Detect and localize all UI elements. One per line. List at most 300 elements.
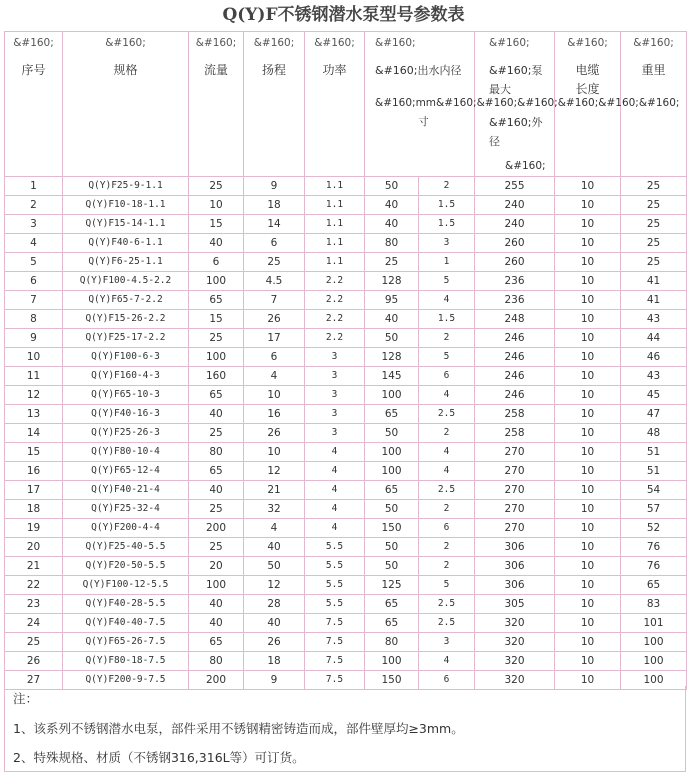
cell-pump-outer-diameter: 270 bbox=[475, 481, 555, 500]
cell-pump-outer-diameter: 246 bbox=[475, 329, 555, 348]
cell-pump-outer-diameter: 305 bbox=[475, 595, 555, 614]
cell-flow: 20 bbox=[189, 557, 244, 576]
table-row bbox=[5, 310, 687, 329]
cell-model: Q(Y)F40-16-3 bbox=[63, 405, 189, 424]
table-row bbox=[5, 234, 687, 253]
cell-outlet-mm: 40 bbox=[365, 196, 419, 215]
header-cable-length: &#160; 电缆长度 bbox=[555, 32, 621, 177]
cell-pump-outer-diameter: 246 bbox=[475, 386, 555, 405]
cell-head: 12 bbox=[244, 462, 305, 481]
cell-head: 14 bbox=[244, 215, 305, 234]
cell-index: 22 bbox=[5, 576, 63, 595]
cell-power: 7.5 bbox=[305, 671, 365, 690]
cell-flow: 200 bbox=[189, 671, 244, 690]
cell-weight: 100 bbox=[621, 633, 687, 652]
cell-head: 10 bbox=[244, 386, 305, 405]
cell-outlet-inch: 4 bbox=[419, 462, 475, 481]
cell-pump-outer-diameter: 255 bbox=[475, 177, 555, 196]
table-row bbox=[5, 215, 687, 234]
cell-index: 19 bbox=[5, 519, 63, 538]
cell-outlet-mm: 65 bbox=[365, 614, 419, 633]
cell-outlet-inch: 4 bbox=[419, 386, 475, 405]
cell-pump-outer-diameter: 236 bbox=[475, 272, 555, 291]
cell-outlet-inch: 6 bbox=[419, 519, 475, 538]
cell-cable-length: 10 bbox=[555, 443, 621, 462]
cell-index: 17 bbox=[5, 481, 63, 500]
table-row bbox=[5, 348, 687, 367]
cell-model: Q(Y)F80-18-7.5 bbox=[63, 652, 189, 671]
notes-label: 注： bbox=[13, 691, 39, 706]
cell-outlet-inch: 6 bbox=[419, 671, 475, 690]
cell-outlet-inch: 3 bbox=[419, 234, 475, 253]
cell-index: 8 bbox=[5, 310, 63, 329]
cell-cable-length: 10 bbox=[555, 538, 621, 557]
cell-head: 40 bbox=[244, 614, 305, 633]
cell-outlet-inch: 5 bbox=[419, 272, 475, 291]
cell-flow: 100 bbox=[189, 348, 244, 367]
cell-outlet-inch: 2 bbox=[419, 424, 475, 443]
cell-index: 9 bbox=[5, 329, 63, 348]
cell-weight: 54 bbox=[621, 481, 687, 500]
cell-flow: 40 bbox=[189, 405, 244, 424]
table-row bbox=[5, 291, 687, 310]
cell-power: 2.2 bbox=[305, 291, 365, 310]
cell-flow: 25 bbox=[189, 424, 244, 443]
cell-model: Q(Y)F200-4-4 bbox=[63, 519, 189, 538]
cell-index: 26 bbox=[5, 652, 63, 671]
table-row bbox=[5, 614, 687, 633]
cell-head: 6 bbox=[244, 348, 305, 367]
cell-outlet-inch: 3 bbox=[419, 633, 475, 652]
cell-weight: 25 bbox=[621, 234, 687, 253]
header-row bbox=[5, 32, 687, 177]
cell-outlet-inch: 5 bbox=[419, 576, 475, 595]
cell-weight: 47 bbox=[621, 405, 687, 424]
cell-weight: 25 bbox=[621, 196, 687, 215]
cell-head: 21 bbox=[244, 481, 305, 500]
cell-outlet-inch: 2.5 bbox=[419, 595, 475, 614]
cell-index: 14 bbox=[5, 424, 63, 443]
cell-weight: 83 bbox=[621, 595, 687, 614]
cell-outlet-mm: 150 bbox=[365, 671, 419, 690]
cell-head: 50 bbox=[244, 557, 305, 576]
cell-outlet-mm: 50 bbox=[365, 329, 419, 348]
cell-model: Q(Y)F40-6-1.1 bbox=[63, 234, 189, 253]
table-row bbox=[5, 272, 687, 291]
cell-flow: 10 bbox=[189, 196, 244, 215]
cell-power: 5.5 bbox=[305, 595, 365, 614]
cell-flow: 65 bbox=[189, 462, 244, 481]
cell-outlet-mm: 50 bbox=[365, 500, 419, 519]
note-2: 2、特殊规格、材质（不锈钢316,316L等）可订货。 bbox=[13, 750, 305, 765]
header-weight: &#160; 重里 bbox=[621, 32, 687, 177]
cell-flow: 15 bbox=[189, 310, 244, 329]
cell-head: 6 bbox=[244, 234, 305, 253]
cell-pump-outer-diameter: 270 bbox=[475, 462, 555, 481]
cell-head: 7 bbox=[244, 291, 305, 310]
header-power: &#160; 功率 bbox=[305, 32, 365, 177]
cell-head: 9 bbox=[244, 671, 305, 690]
cell-outlet-inch: 6 bbox=[419, 367, 475, 386]
cell-index: 24 bbox=[5, 614, 63, 633]
cell-flow: 25 bbox=[189, 500, 244, 519]
cell-pump-outer-diameter: 246 bbox=[475, 367, 555, 386]
cell-flow: 40 bbox=[189, 234, 244, 253]
cell-head: 32 bbox=[244, 500, 305, 519]
cell-index: 10 bbox=[5, 348, 63, 367]
cell-pump-outer-diameter: 320 bbox=[475, 614, 555, 633]
cell-index: 13 bbox=[5, 405, 63, 424]
cell-flow: 25 bbox=[189, 329, 244, 348]
cell-outlet-inch: 5 bbox=[419, 348, 475, 367]
cell-outlet-mm: 128 bbox=[365, 272, 419, 291]
cell-cable-length: 10 bbox=[555, 196, 621, 215]
cell-pump-outer-diameter: 306 bbox=[475, 538, 555, 557]
header-outlet-diameter: &#160; &#160;出水内径 &#160;mm&#160;&#160;&#160;&#160;&#160;&#160;寸 bbox=[365, 32, 475, 177]
cell-weight: 52 bbox=[621, 519, 687, 538]
cell-outlet-mm: 100 bbox=[365, 443, 419, 462]
cell-head: 4 bbox=[244, 519, 305, 538]
cell-index: 12 bbox=[5, 386, 63, 405]
cell-power: 3 bbox=[305, 405, 365, 424]
cell-cable-length: 10 bbox=[555, 367, 621, 386]
cell-weight: 43 bbox=[621, 310, 687, 329]
cell-pump-outer-diameter: 270 bbox=[475, 500, 555, 519]
cell-model: Q(Y)F20-50-5.5 bbox=[63, 557, 189, 576]
cell-weight: 100 bbox=[621, 652, 687, 671]
cell-flow: 40 bbox=[189, 481, 244, 500]
cell-power: 3 bbox=[305, 367, 365, 386]
table-row bbox=[5, 196, 687, 215]
cell-outlet-mm: 50 bbox=[365, 538, 419, 557]
cell-outlet-inch: 2.5 bbox=[419, 481, 475, 500]
cell-flow: 160 bbox=[189, 367, 244, 386]
cell-outlet-mm: 145 bbox=[365, 367, 419, 386]
cell-power: 1.1 bbox=[305, 234, 365, 253]
cell-index: 18 bbox=[5, 500, 63, 519]
table-row bbox=[5, 557, 687, 576]
cell-cable-length: 10 bbox=[555, 177, 621, 196]
cell-outlet-mm: 150 bbox=[365, 519, 419, 538]
cell-pump-outer-diameter: 240 bbox=[475, 215, 555, 234]
cell-weight: 57 bbox=[621, 500, 687, 519]
cell-model: Q(Y)F65-12-4 bbox=[63, 462, 189, 481]
cell-flow: 100 bbox=[189, 272, 244, 291]
cell-outlet-inch: 2 bbox=[419, 177, 475, 196]
cell-index: 21 bbox=[5, 557, 63, 576]
cell-power: 4 bbox=[305, 443, 365, 462]
cell-model: Q(Y)F15-14-1.1 bbox=[63, 215, 189, 234]
cell-weight: 44 bbox=[621, 329, 687, 348]
cell-pump-outer-diameter: 260 bbox=[475, 234, 555, 253]
cell-outlet-mm: 40 bbox=[365, 215, 419, 234]
cell-index: 15 bbox=[5, 443, 63, 462]
cell-pump-outer-diameter: 246 bbox=[475, 348, 555, 367]
cell-flow: 200 bbox=[189, 519, 244, 538]
cell-weight: 43 bbox=[621, 367, 687, 386]
cell-cable-length: 10 bbox=[555, 481, 621, 500]
cell-outlet-mm: 100 bbox=[365, 386, 419, 405]
cell-head: 10 bbox=[244, 443, 305, 462]
cell-outlet-mm: 50 bbox=[365, 177, 419, 196]
cell-flow: 80 bbox=[189, 443, 244, 462]
header-head: &#160; 扬程 bbox=[244, 32, 305, 177]
cell-model: Q(Y)F160-4-3 bbox=[63, 367, 189, 386]
cell-cable-length: 10 bbox=[555, 424, 621, 443]
table-row bbox=[5, 595, 687, 614]
cell-weight: 101 bbox=[621, 614, 687, 633]
cell-pump-outer-diameter: 270 bbox=[475, 443, 555, 462]
cell-head: 4 bbox=[244, 367, 305, 386]
cell-index: 6 bbox=[5, 272, 63, 291]
cell-index: 20 bbox=[5, 538, 63, 557]
table-row bbox=[5, 386, 687, 405]
cell-cable-length: 10 bbox=[555, 329, 621, 348]
cell-power: 1.1 bbox=[305, 215, 365, 234]
cell-cable-length: 10 bbox=[555, 253, 621, 272]
cell-outlet-inch: 1 bbox=[419, 253, 475, 272]
cell-index: 7 bbox=[5, 291, 63, 310]
cell-power: 5.5 bbox=[305, 538, 365, 557]
cell-outlet-mm: 100 bbox=[365, 462, 419, 481]
cell-weight: 48 bbox=[621, 424, 687, 443]
cell-head: 28 bbox=[244, 595, 305, 614]
cell-pump-outer-diameter: 258 bbox=[475, 424, 555, 443]
cell-power: 5.5 bbox=[305, 557, 365, 576]
cell-head: 26 bbox=[244, 310, 305, 329]
cell-head: 26 bbox=[244, 633, 305, 652]
cell-outlet-inch: 4 bbox=[419, 291, 475, 310]
cell-cable-length: 10 bbox=[555, 652, 621, 671]
cell-outlet-mm: 80 bbox=[365, 234, 419, 253]
header-model: &#160; 规格 bbox=[63, 32, 189, 177]
cell-index: 27 bbox=[5, 671, 63, 690]
cell-cable-length: 10 bbox=[555, 291, 621, 310]
cell-outlet-mm: 128 bbox=[365, 348, 419, 367]
cell-weight: 41 bbox=[621, 272, 687, 291]
cell-flow: 40 bbox=[189, 595, 244, 614]
cell-power: 1.1 bbox=[305, 177, 365, 196]
cell-pump-outer-diameter: 236 bbox=[475, 291, 555, 310]
cell-power: 5.5 bbox=[305, 576, 365, 595]
cell-model: Q(Y)F25-26-3 bbox=[63, 424, 189, 443]
table-row bbox=[5, 177, 687, 196]
cell-outlet-inch: 2.5 bbox=[419, 405, 475, 424]
cell-power: 2.2 bbox=[305, 272, 365, 291]
cell-power: 3 bbox=[305, 348, 365, 367]
cell-pump-outer-diameter: 270 bbox=[475, 519, 555, 538]
cell-flow: 100 bbox=[189, 576, 244, 595]
cell-model: Q(Y)F25-9-1.1 bbox=[63, 177, 189, 196]
cell-index: 5 bbox=[5, 253, 63, 272]
cell-cable-length: 10 bbox=[555, 557, 621, 576]
cell-model: Q(Y)F65-7-2.2 bbox=[63, 291, 189, 310]
cell-head: 17 bbox=[244, 329, 305, 348]
cell-head: 16 bbox=[244, 405, 305, 424]
cell-weight: 51 bbox=[621, 443, 687, 462]
table-row bbox=[5, 405, 687, 424]
cell-model: Q(Y)F15-26-2.2 bbox=[63, 310, 189, 329]
cell-cable-length: 10 bbox=[555, 272, 621, 291]
cell-outlet-inch: 2.5 bbox=[419, 614, 475, 633]
cell-outlet-inch: 4 bbox=[419, 652, 475, 671]
cell-cable-length: 10 bbox=[555, 614, 621, 633]
cell-cable-length: 10 bbox=[555, 595, 621, 614]
table-row bbox=[5, 462, 687, 481]
cell-outlet-inch: 1.5 bbox=[419, 310, 475, 329]
cell-model: Q(Y)F25-17-2.2 bbox=[63, 329, 189, 348]
cell-model: Q(Y)F10-18-1.1 bbox=[63, 196, 189, 215]
cell-flow: 80 bbox=[189, 652, 244, 671]
cell-flow: 65 bbox=[189, 291, 244, 310]
cell-pump-outer-diameter: 240 bbox=[475, 196, 555, 215]
cell-model: Q(Y)F40-21-4 bbox=[63, 481, 189, 500]
table-row bbox=[5, 253, 687, 272]
cell-model: Q(Y)F100-4.5-2.2 bbox=[63, 272, 189, 291]
cell-flow: 15 bbox=[189, 215, 244, 234]
header-flow: &#160; 流量 bbox=[189, 32, 244, 177]
cell-head: 25 bbox=[244, 253, 305, 272]
cell-weight: 100 bbox=[621, 671, 687, 690]
cell-weight: 41 bbox=[621, 291, 687, 310]
table-row bbox=[5, 633, 687, 652]
cell-model: Q(Y)F100-6-3 bbox=[63, 348, 189, 367]
cell-flow: 40 bbox=[189, 614, 244, 633]
cell-head: 18 bbox=[244, 196, 305, 215]
cell-model: Q(Y)F65-26-7.5 bbox=[63, 633, 189, 652]
cell-power: 4 bbox=[305, 462, 365, 481]
cell-outlet-inch: 2 bbox=[419, 329, 475, 348]
cell-head: 40 bbox=[244, 538, 305, 557]
cell-model: Q(Y)F40-28-5.5 bbox=[63, 595, 189, 614]
cell-outlet-mm: 40 bbox=[365, 310, 419, 329]
cell-pump-outer-diameter: 320 bbox=[475, 671, 555, 690]
table-row bbox=[5, 538, 687, 557]
cell-power: 7.5 bbox=[305, 652, 365, 671]
cell-weight: 45 bbox=[621, 386, 687, 405]
cell-cable-length: 10 bbox=[555, 348, 621, 367]
cell-outlet-inch: 2 bbox=[419, 500, 475, 519]
cell-index: 25 bbox=[5, 633, 63, 652]
cell-model: Q(Y)F25-40-5.5 bbox=[63, 538, 189, 557]
cell-outlet-mm: 65 bbox=[365, 405, 419, 424]
cell-outlet-mm: 95 bbox=[365, 291, 419, 310]
spec-table bbox=[4, 31, 687, 690]
table-row bbox=[5, 519, 687, 538]
cell-outlet-mm: 65 bbox=[365, 595, 419, 614]
cell-power: 3 bbox=[305, 386, 365, 405]
cell-power: 3 bbox=[305, 424, 365, 443]
cell-flow: 25 bbox=[189, 538, 244, 557]
cell-head: 18 bbox=[244, 652, 305, 671]
cell-cable-length: 10 bbox=[555, 310, 621, 329]
cell-power: 4 bbox=[305, 519, 365, 538]
cell-flow: 65 bbox=[189, 633, 244, 652]
cell-weight: 76 bbox=[621, 538, 687, 557]
cell-cable-length: 10 bbox=[555, 519, 621, 538]
cell-cable-length: 10 bbox=[555, 405, 621, 424]
cell-outlet-mm: 125 bbox=[365, 576, 419, 595]
cell-weight: 25 bbox=[621, 253, 687, 272]
table-row bbox=[5, 500, 687, 519]
cell-outlet-inch: 1.5 bbox=[419, 196, 475, 215]
cell-index: 4 bbox=[5, 234, 63, 253]
cell-model: Q(Y)F200-9-7.5 bbox=[63, 671, 189, 690]
header-pump-max-outer-diameter: &#160; &#160;泵最大 &#160;外径 &#160; bbox=[475, 32, 555, 177]
note-1: 1、该系列不锈钢潜水电泵，部件采用不锈钢精密铸造而成，部件壁厚均≥3mm。 bbox=[13, 721, 464, 736]
cell-model: Q(Y)F80-10-4 bbox=[63, 443, 189, 462]
cell-outlet-mm: 80 bbox=[365, 633, 419, 652]
cell-cable-length: 10 bbox=[555, 386, 621, 405]
cell-outlet-mm: 50 bbox=[365, 557, 419, 576]
cell-head: 9 bbox=[244, 177, 305, 196]
cell-power: 4 bbox=[305, 500, 365, 519]
cell-pump-outer-diameter: 258 bbox=[475, 405, 555, 424]
cell-weight: 25 bbox=[621, 177, 687, 196]
cell-head: 4.5 bbox=[244, 272, 305, 291]
cell-weight: 65 bbox=[621, 576, 687, 595]
cell-power: 7.5 bbox=[305, 614, 365, 633]
cell-cable-length: 10 bbox=[555, 500, 621, 519]
cell-power: 2.2 bbox=[305, 310, 365, 329]
cell-head: 26 bbox=[244, 424, 305, 443]
cell-power: 2.2 bbox=[305, 329, 365, 348]
table-row bbox=[5, 481, 687, 500]
cell-cable-length: 10 bbox=[555, 576, 621, 595]
cell-pump-outer-diameter: 260 bbox=[475, 253, 555, 272]
cell-index: 11 bbox=[5, 367, 63, 386]
cell-pump-outer-diameter: 306 bbox=[475, 576, 555, 595]
table-row bbox=[5, 443, 687, 462]
cell-outlet-mm: 100 bbox=[365, 652, 419, 671]
page-title: Q(Y)F不锈钢潜水泵型号参数表 bbox=[222, 5, 465, 25]
table-row bbox=[5, 576, 687, 595]
cell-model: Q(Y)F6-25-1.1 bbox=[63, 253, 189, 272]
notes-section bbox=[4, 686, 686, 772]
cell-pump-outer-diameter: 320 bbox=[475, 633, 555, 652]
cell-index: 1 bbox=[5, 177, 63, 196]
cell-cable-length: 10 bbox=[555, 462, 621, 481]
cell-outlet-inch: 4 bbox=[419, 443, 475, 462]
cell-index: 3 bbox=[5, 215, 63, 234]
cell-cable-length: 10 bbox=[555, 633, 621, 652]
cell-flow: 25 bbox=[189, 177, 244, 196]
cell-weight: 76 bbox=[621, 557, 687, 576]
cell-outlet-mm: 50 bbox=[365, 424, 419, 443]
cell-pump-outer-diameter: 306 bbox=[475, 557, 555, 576]
cell-weight: 25 bbox=[621, 215, 687, 234]
cell-model: Q(Y)F65-10-3 bbox=[63, 386, 189, 405]
cell-head: 12 bbox=[244, 576, 305, 595]
table-row bbox=[5, 367, 687, 386]
header-index: &#160; 序号 bbox=[5, 32, 63, 177]
cell-model: Q(Y)F25-32-4 bbox=[63, 500, 189, 519]
cell-weight: 51 bbox=[621, 462, 687, 481]
table-row bbox=[5, 424, 687, 443]
cell-outlet-inch: 2 bbox=[419, 557, 475, 576]
table-row bbox=[5, 652, 687, 671]
cell-index: 2 bbox=[5, 196, 63, 215]
cell-outlet-mm: 65 bbox=[365, 481, 419, 500]
table-row bbox=[5, 329, 687, 348]
cell-index: 23 bbox=[5, 595, 63, 614]
cell-power: 4 bbox=[305, 481, 365, 500]
cell-outlet-inch: 2 bbox=[419, 538, 475, 557]
cell-power: 7.5 bbox=[305, 633, 365, 652]
cell-power: 1.1 bbox=[305, 196, 365, 215]
cell-pump-outer-diameter: 248 bbox=[475, 310, 555, 329]
cell-cable-length: 10 bbox=[555, 671, 621, 690]
